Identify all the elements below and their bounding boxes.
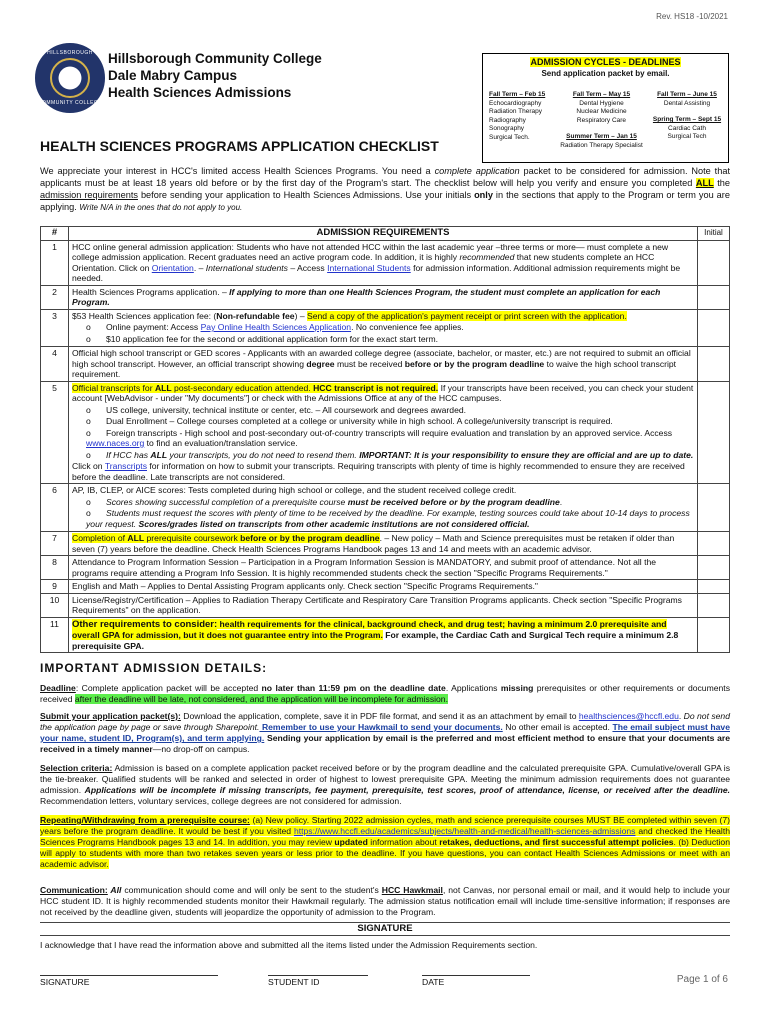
requirement-text: Completion of ALL prerequisite coursework before or by the program deadline. – New policy – Math and Science prerequisites must be retaken if older than seven (7) years before the deadline. Check Health Sciences Programs Handbook pages 13 and 14 and meets with an academic advisor.: [69, 532, 698, 556]
international-students-link[interactable]: International Students: [327, 262, 411, 273]
program-item: Radiography: [489, 116, 526, 124]
health-sciences-admissions-link[interactable]: https://www.hccfl.edu/academics/subjects/health-and-medical/health-sciences-admissions: [293, 826, 636, 836]
requirement-text: Attendance to Program Information Session – Participation in a Program Information Session is MANDATORY, and submit proof of attendance. Not all the programs require attending a Program Info Session. It is highly recommended students check the section "Specific Programs Requirements.": [69, 556, 698, 580]
initial-field[interactable]: [698, 617, 730, 653]
repeating-section: Repeating/Withdrawing from a prerequisite course: (a) New policy. Starting 2022 admission cycles, math and science prerequisite courses MUST BE completed within seven (7) years before the program deadline. It would be best if you visited https://www.hccfl.edu/academics/subjects/health-and-medical/health-sciences-admissions and checked the Health Sciences Programs Handbook pages 13 and 14. In addition, you may review updated information about retakes, deductions, and first successful attempt policies. (b) Deduction will apply to students with more than two retakes seven years or less prior to the deadline. If you have questions, you can contact Health Sciences Admissions or meet with an academic advisor.: [40, 815, 730, 869]
requirement-text: Official high school transcript or GED scores - Applicants with an awarded college degree (associate, bachelor, or master, etc.) are not required to submit an official high school transcript. However, an official transcript showing degree must be received before or by the program deadline to waive the high school transcript requirement.: [69, 347, 698, 382]
page-number: Page 1 of 6: [676, 974, 728, 985]
cycle-heading: Fall Term – June 15: [657, 91, 717, 98]
seal-text-bottom: COMMUNITY COLLEGE: [37, 100, 103, 106]
initial-field[interactable]: [698, 285, 730, 309]
table-row: 8 Attendance to Program Information Session – Participation in a Program Information Session is MANDATORY, and submit proof of attendance. Not all the programs require attending a Program Info Session. It is highly recommended students check the section "Specific Programs Requirements.": [41, 556, 730, 580]
college-seal-logo: [35, 43, 105, 113]
table-row: 9 English and Math – Applies to Dental Assisting Program applicants only. Check section "Specific Programs Requirements.": [41, 580, 730, 594]
cycle-heading: Summer Term – Jan 15: [566, 133, 637, 140]
health-sciences-email-link[interactable]: healthsciences@hccfl.edu: [578, 711, 679, 721]
col-initial: Initial: [698, 227, 730, 241]
initial-field[interactable]: [698, 240, 730, 285]
table-row: 6 AP, IB, CLEP, or AICE scores: Tests completed during high school or college, and the student received college credit. o Scores showing successful completion of a prerequisite course must be received before or by the program deadline. o Students must request the scores with plenty of time to be received by the deadline. For example, testing sources could take about 10-14 days to process your request. Scores/grades listed on transcripts from other academic institutions are not considered official.: [41, 484, 730, 532]
requirement-text: Official transcripts for ALL post-secondary education attended. HCC transcript is not required. If your transcripts have been received, you can check your student account [WebAdvisor - under "My documents"] or check with the Admissions Office at any of the HCC campuses. o US college, university, technical institute or center, etc. – All coursework and degrees awarded. o Dual Enrollment – College courses completed at a college or university while in high school. A college/university transcript is required. o Foreign transcripts - High school and post-secondary out-of-country transcripts will require evaluation and translation by an approved service. Access www.naces.org to find an evaluation/translation service. o If HCC has ALL your transcripts, you do not need to resend them. IMPORTANT: It is your responsibility to ensure they are official and are up to date. Click on Transcripts for information on how to submit your transcripts. Requiring transcripts with plenty of time is highly recommended to ensure they are received before the deadline. Late transcripts are not considered.: [69, 381, 698, 484]
cycles-title: ADMISSION CYCLES - DEADLINES: [530, 57, 681, 67]
college-header: [108, 50, 368, 101]
department-name: Health Sciences Admissions: [108, 85, 292, 100]
table-row: 10 License/Registry/Certification – Applies to Radiation Therapy Certificate and Respiratory Care Transition Programs applicants. Check section "Specific Programs Requirements" on the application.: [41, 593, 730, 617]
table-row: 4 Official high school transcript or GED scores - Applicants with an awarded college degree (associate, bachelor, or master, etc.) are not required to submit an official high school transcript. However, an official transcript showing degree must be received before or by the program deadline to waive the high school transcript requirement.: [41, 347, 730, 382]
initial-field[interactable]: [698, 484, 730, 532]
naces-link[interactable]: www.naces.org: [86, 438, 145, 448]
program-item: Dental Hygiene: [579, 99, 624, 107]
college-name: Hillsborough Community College: [108, 51, 322, 66]
page-title: HEALTH SCIENCES PROGRAMS APPLICATION CHECKLIST: [40, 138, 439, 154]
cycle-column-feb: [489, 91, 545, 142]
deadline-section: Deadline: Complete application packet will be accepted no later than 11:59 pm on the deadline date. Applications missing prerequisites or other requirements or documents received after the deadline will be late, not considered, and the application will be incomplete for admission.: [40, 683, 730, 704]
orientation-link[interactable]: Orientation: [151, 262, 194, 273]
cycle-column-june: [648, 91, 726, 142]
initial-field[interactable]: [698, 580, 730, 594]
date-label: DATE: [422, 977, 445, 987]
seal-emblem-icon: [50, 58, 90, 98]
requirement-text: Other requirements to consider: health requirements for the clinical, background check, and drug test; having a minimum 2.0 prerequisite and overall GPA for admission, but it does not guarantee entry into the Program. For example, the Cardiac Cath and Surgical Tech require a minimum 2.8 prerequisite GPA.: [69, 617, 698, 653]
table-row: 1 HCC online general admission application: Students who have not attended HCC within the last academic year –three terms or more— must complete a new college admission application. Recent graduates need an active program code. In addition, it is highly recommended that new students complete an HCC Orientation. Click on Orientation. – International students – Access International Students for admission information. Additional admission requirements might be needed.: [41, 240, 730, 285]
pay-online-link[interactable]: Pay Online Health Sciences Application: [200, 322, 352, 332]
col-requirements: ADMISSION REQUIREMENTS: [69, 227, 698, 241]
table-row: 2 Health Sciences Programs application. – If applying to more than one Health Sciences Program, the student must complete an application for each Program.: [41, 285, 730, 309]
requirement-text: English and Math – Applies to Dental Assisting Program applicants only. Check section "Specific Programs Requirements.": [69, 580, 698, 594]
program-item: Surgical Tech.: [489, 133, 530, 141]
admission-cycles-box: [482, 53, 729, 163]
cycle-heading: Fall Term – Feb 15: [489, 91, 546, 98]
requirements-table: [40, 226, 730, 653]
transcripts-link[interactable]: Transcripts: [104, 461, 147, 471]
program-item: Echocardiography: [489, 99, 542, 107]
cycle-heading: Spring Term – Sept 15: [652, 116, 722, 123]
table-row: 7 Completion of ALL prerequisite coursework before or by the program deadline. – New policy – Math and Science prerequisites must be retaken if older than seven (7) years before the deadline. Check Health Sciences Programs Handbook pages 13 and 14 and meets with an academic advisor.: [41, 532, 730, 556]
table-row: 11 Other requirements to consider: health requirements for the clinical, background check, and drug test; having a minimum 2.0 prerequisite and overall GPA for admission, but it does not guarantee entry into the Program. For example, the Cardiac Cath and Surgical Tech require a minimum 2.8 prerequisite GPA.: [41, 617, 730, 653]
submit-section: Submit your application packet(s): Download the application, complete, save it in PDF file format, and send it as an attachment by email to healthsciences@hccfl.edu. Do not send the application page by page or save through Sharepoint. Remember to use your Hawkmail to send your documents. No other email is accepted. The email subject must have your name, student ID, Program(s), and term applying. Sending your application by email is the preferred and most efficient method to ensure that your documents are received in a timely manner—no drop-off on campus.: [40, 711, 730, 754]
program-item: Cardiac Cath: [668, 124, 706, 132]
requirement-text: $53 Health Sciences application fee: (Non-refundable fee) – Send a copy of the application's payment receipt or print screen with the application. o Online payment: Access Pay Online Health Sciences Application. No convenience fee applies. o $10 application fee for the second or additional application form for the exact start term.: [69, 309, 698, 347]
initial-field[interactable]: [698, 593, 730, 617]
initial-field[interactable]: [698, 347, 730, 382]
acknowledgement-text: I acknowledge that I have read the information above and submitted all the items listed under the Admission Requirements section.: [40, 940, 538, 950]
requirement-text: License/Registry/Certification – Applies to Radiation Therapy Certificate and Respiratory Care Transition Programs applicants. Check section "Specific Programs Requirements" on the application.: [69, 593, 698, 617]
col-number: #: [41, 227, 69, 241]
table-row: 3 $53 Health Sciences application fee: (Non-refundable fee) – Send a copy of the application's payment receipt or print screen with the application. o Online payment: Access Pay Online Health Sciences Application. No convenience fee applies. o $10 application fee for the second or additional application form for the exact start term.: [41, 309, 730, 347]
communication-section: Communication: All communication should come and will only be sent to the student's HCC Hawkmail, not Canvas, nor personal email or mail, and it would help to include your HCC student ID. It is highly recommended students monitor their Hawkmail regularly. The admission status notification email will include time-sensitive information; if responses are not received by the deadline given, students will jeopardize the opportunity of admission to the Program.: [40, 885, 730, 917]
requirement-text: Health Sciences Programs application. – If applying to more than one Health Sciences Program, the student must complete an application for each Program.: [69, 285, 698, 309]
signature-title: SIGNATURE: [357, 923, 413, 934]
intro-paragraph: We appreciate your interest in HCC's limited access Health Sciences Programs. You need a complete application packet to be considered for admission. Note that applicants must be at least 18 years old before or by the first day of the Program's start. The checklist below will help you verify and ensure you completed ALL the admission requirements before sending your application to Health Sciences Admissions. Use your initials only in the sections that apply to the Program or term you are applying. Write N/A in the ones that do not apply to you.: [40, 166, 730, 212]
table-row: 5 Official transcripts for ALL post-secondary education attended. HCC transcript is not required. If your transcripts have been received, you can check your student account [WebAdvisor - under "My documents"] or check with the Admissions Office at any of the HCC campuses. o US college, university, technical institute or center, etc. – All coursework and degrees awarded. o Dual Enrollment – College courses completed at a college or university while in high school. A college/university transcript is required. o Foreign transcripts - High school and post-secondary out-of-country transcripts will require evaluation and translation by an approved service. Access www.naces.org to find an evaluation/translation service. o If HCC has ALL your transcripts, you do not need to resend them. IMPORTANT: It is your responsibility to ensure they are official and are up to date. Click on Transcripts for information on how to submit your transcripts. Requiring transcripts with plenty of time is highly recommended to ensure they are received before the deadline. Late transcripts are not considered.: [41, 381, 730, 484]
program-item: Radiation Therapy Specialist: [560, 141, 643, 149]
signature-label: SIGNATURE: [40, 977, 90, 987]
program-item: Surgical Tech: [667, 133, 707, 140]
campus-name: Dale Mabry Campus: [108, 68, 238, 83]
program-item: Respiratory Care: [576, 116, 627, 124]
requirement-text: HCC online general admission application: Students who have not attended HCC within the last academic year –three terms or more— must complete a new college admission application. Recent graduates need an active program code. In addition, it is highly recommended that new students complete an HCC Orientation. Click on Orientation. – International students – Access International Students for admission information. Additional admission requirements might be needed.: [69, 240, 698, 285]
program-item: Nuclear Medicine: [576, 108, 627, 115]
program-item: Radiation Therapy: [489, 108, 542, 115]
student-id-line[interactable]: [268, 975, 368, 976]
important-details-title: IMPORTANT ADMISSION DETAILS:: [40, 661, 268, 675]
seal-text-top: HILLSBOROUGH: [47, 50, 93, 56]
initial-field[interactable]: [698, 309, 730, 347]
program-item: Dental Assisting: [663, 99, 711, 107]
selection-criteria-section: Selection criteria: Admission is based on a complete application packet received before or by the program deadline and the calculated prerequisite GPA. Cumulative/overall GPA is the tie-breaker. Qualified students will be ranked and selected in order of highest to lowest prerequisite GPA. Meeting the minimum admission requirements does not guarantee admission. Applications will be incomplete if missing transcripts, fee payment, prerequisite, test scores, proof of attendance, license, or received after the deadline. Recommendation letters, voluntary services, college degrees are not considered for admission.: [40, 763, 731, 806]
revision-code: Rev. HS18 -10/2021: [656, 12, 728, 21]
cycles-subtitle: Send application packet by email.: [541, 69, 670, 78]
initial-field[interactable]: [698, 381, 730, 484]
cycle-heading: Fall Term – May 15: [572, 91, 631, 98]
initial-field[interactable]: [698, 556, 730, 580]
signature-line[interactable]: [40, 975, 218, 976]
requirement-text: AP, IB, CLEP, or AICE scores: Tests completed during high school or college, and the student received college credit. o Scores showing successful completion of a prerequisite course must be received before or by the program deadline. o Students must request the scores with plenty of time to be received by the deadline. For example, testing sources could take about 10-14 days to process your request. Scores/grades listed on transcripts from other academic institutions are not considered official.: [69, 484, 698, 532]
program-item: Sonography: [489, 125, 525, 132]
student-id-label: STUDENT ID: [268, 977, 320, 987]
date-line[interactable]: [422, 975, 530, 976]
cycle-column-may: [559, 91, 644, 150]
initial-field[interactable]: [698, 532, 730, 556]
